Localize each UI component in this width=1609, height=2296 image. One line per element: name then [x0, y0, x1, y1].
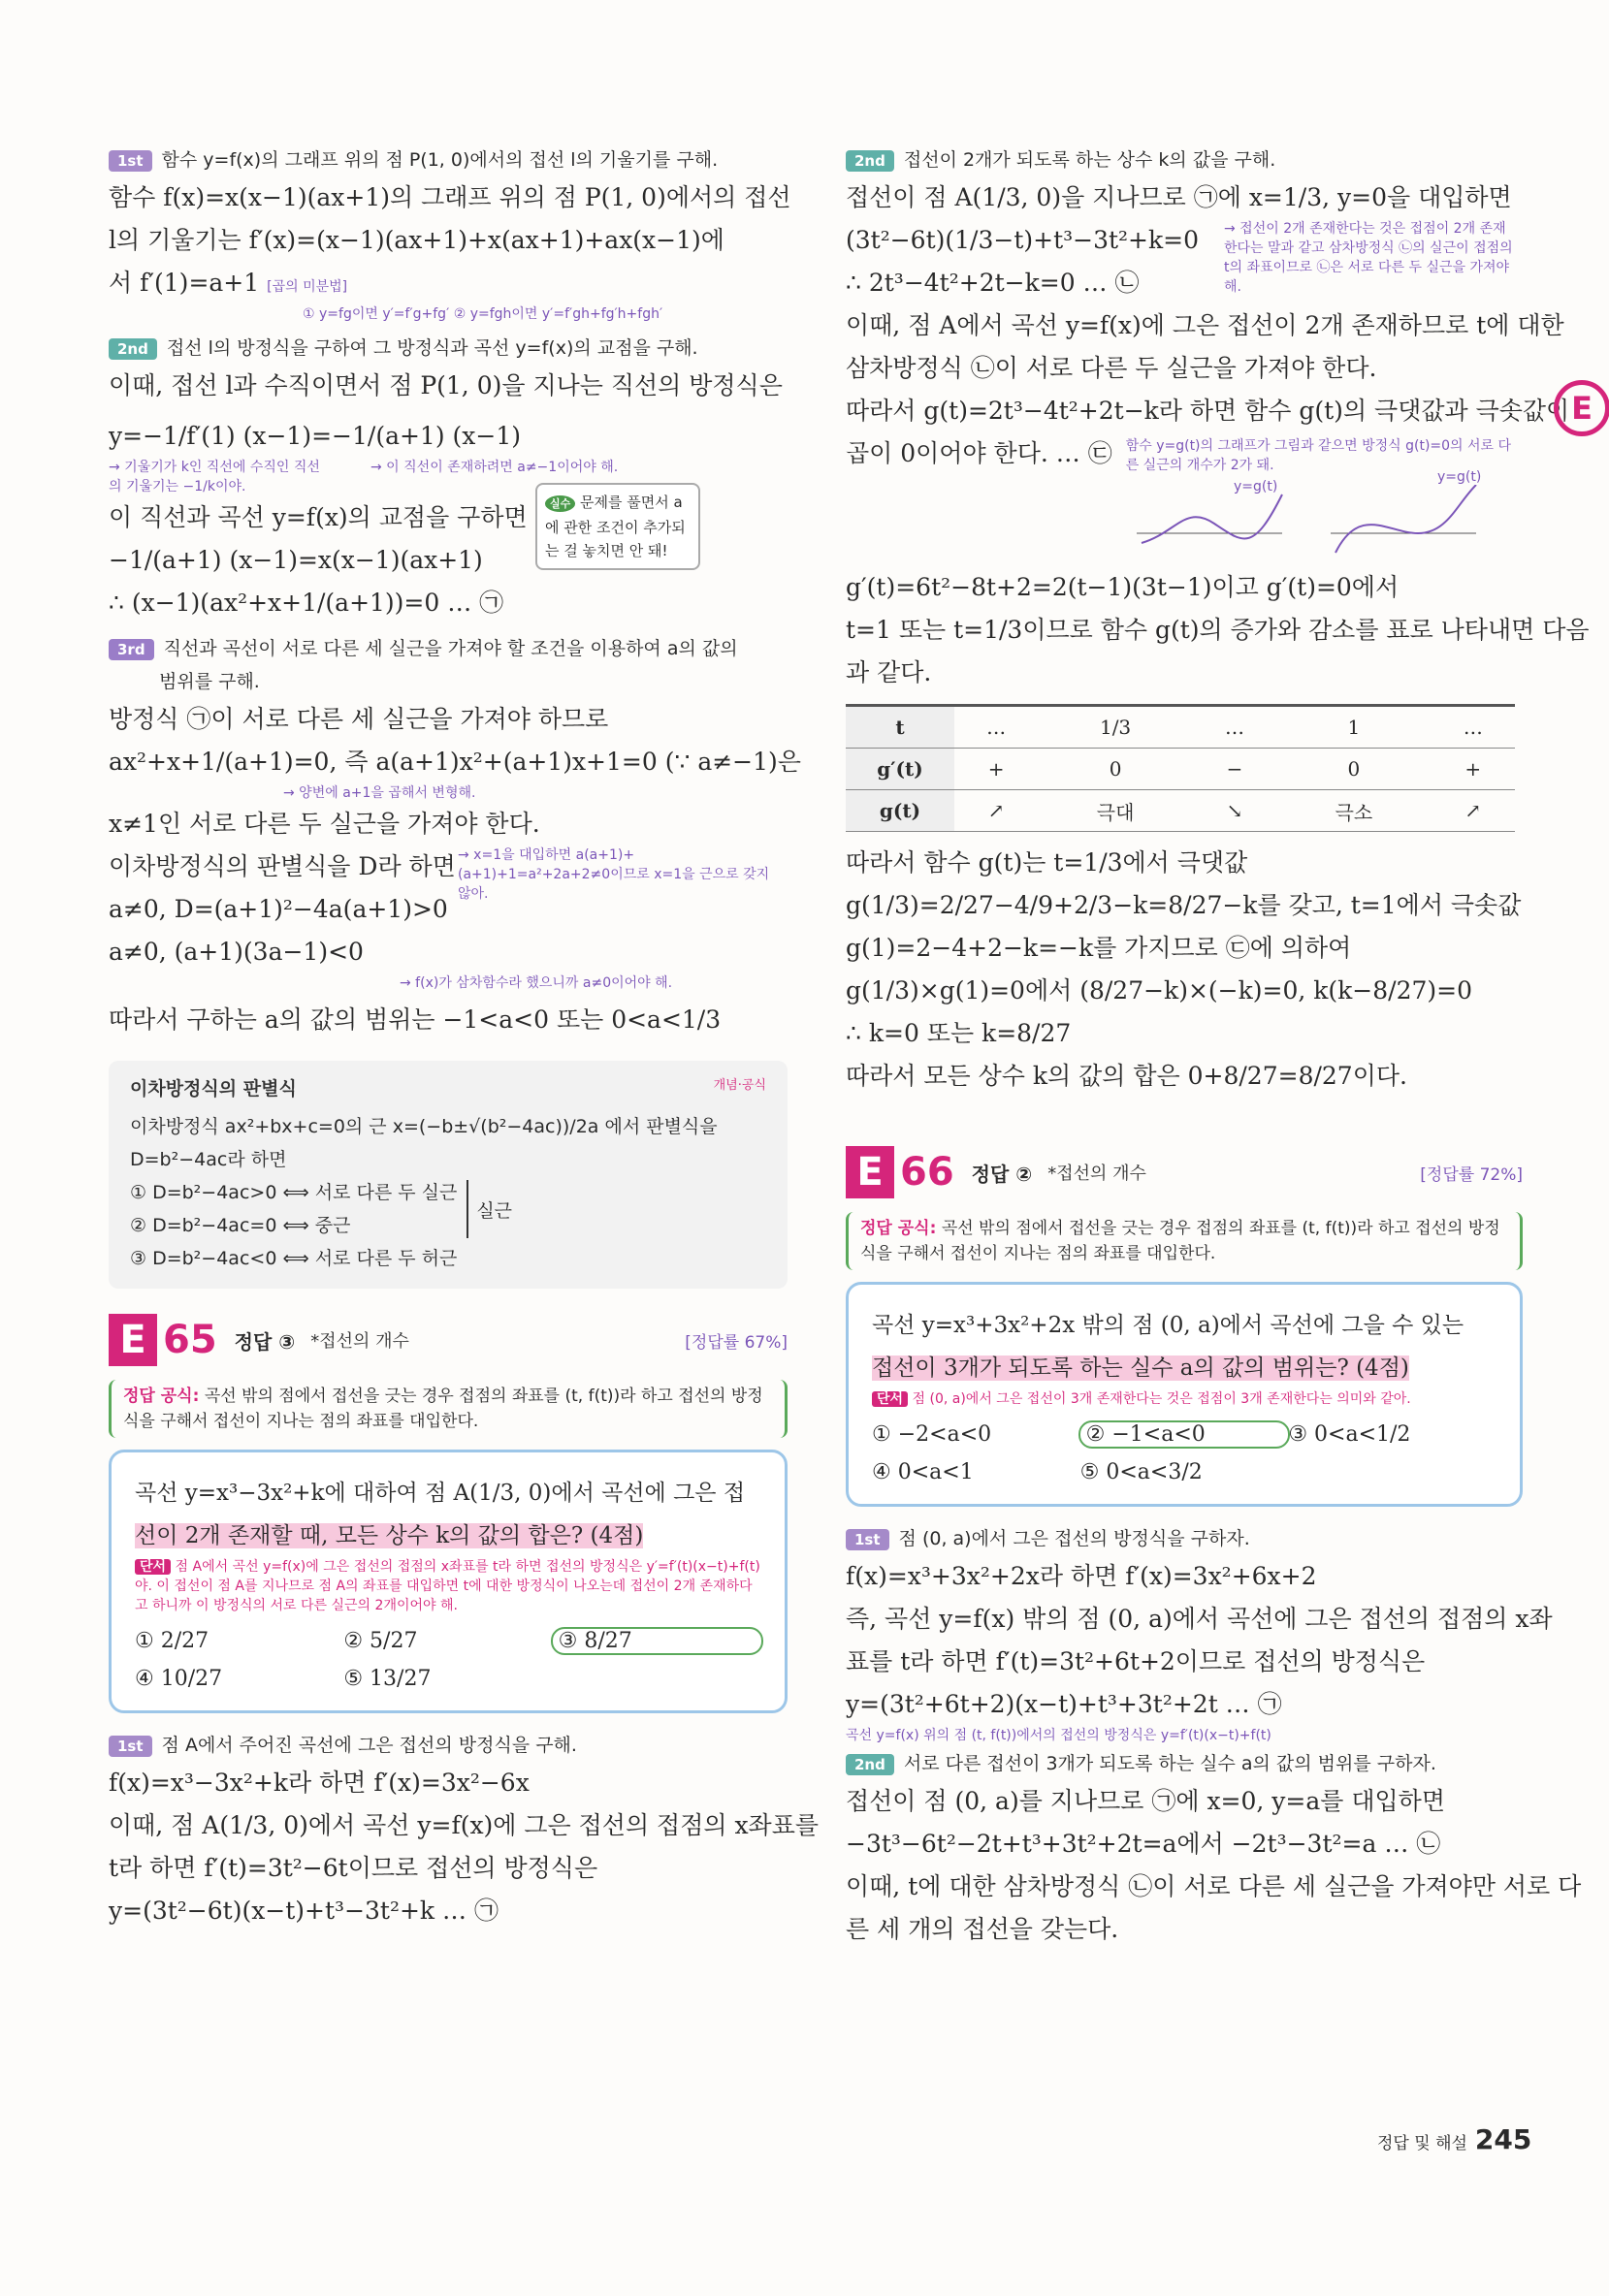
increase-decrease-table — [846, 704, 1515, 832]
formula-box-header — [130, 1074, 766, 1100]
real-root-brace: 실근 — [467, 1180, 512, 1238]
step-tag: 2nd — [846, 150, 894, 172]
table-cell: 극소 — [1276, 790, 1431, 832]
step-header — [109, 632, 788, 665]
solution-line: 이때, 점 A(1/3, 0)에서 곡선 y=f(x)에 그은 접선의 접점의 x좌표를 — [109, 1811, 819, 1839]
problem-header-66 — [846, 1146, 1523, 1198]
table-cell: + — [954, 749, 1038, 790]
solution-line: a≠0, (a+1)(3a−1)<0 — [109, 938, 364, 966]
choice-1[interactable]: ① 2/27 — [135, 1629, 209, 1653]
clue-note — [872, 1389, 1496, 1409]
step-title: 접선 l의 방정식을 구하여 그 방정식과 곡선 y=f(x)의 교점을 구해. — [166, 337, 698, 359]
step-tag: 2nd — [109, 338, 157, 360]
solution-line: 즉, 곡선 y=f(x) 밖의 점 (0, a)에서 곡선에 그은 접선의 접점의 x좌 — [846, 1605, 1553, 1633]
solution-line: (3t²−6t)(1/3−t)+t³−3t²+k=0 — [846, 226, 1200, 254]
tip-area — [109, 496, 788, 624]
choice-1[interactable]: ① −2<a<0 — [872, 1422, 992, 1447]
table-row — [846, 706, 1515, 749]
cubic-graph-icon — [1331, 485, 1486, 562]
cubic-graph-icon — [1137, 485, 1292, 562]
note-row — [846, 432, 1523, 475]
table-cell: ↗ — [954, 790, 1038, 832]
margin-note: → 이 직선이 존재하려면 a≠−1이어야 해. — [370, 460, 619, 475]
margin-note: → f(x)가 삼차함수라 했으니까 a≠0이어야 해. — [400, 975, 673, 991]
answer-formula-hint — [846, 1212, 1523, 1270]
solution-line: l의 기울기는 f′(x)=(x−1)(ax+1)+x(ax+1)+ax(x−1)에 — [109, 226, 724, 254]
table-cell: 1 — [1276, 706, 1431, 749]
step-header — [846, 1747, 1523, 1780]
step-tag: 1st — [109, 150, 152, 172]
table-cell: 극대 — [1038, 790, 1192, 832]
solution-line: 방정식 ㉠이 서로 다른 세 실근을 가져야 하므로 — [109, 705, 609, 733]
table-cell: g(t) — [846, 790, 954, 832]
accuracy-rate: [정답률 67%] — [685, 1332, 788, 1353]
solution-line: f(x)=x³+3x²+2x라 하면 f′(x)=3x²+6x+2 — [846, 1562, 1317, 1590]
clue-text: 점 (0, a)에서 그은 접선이 3개 존재한다는 것은 접점이 3개 존재한다는 의미와 같아. — [912, 1391, 1411, 1407]
solution-line: 른 세 개의 접선을 갖는다. — [846, 1915, 1119, 1943]
table-cell: + — [1432, 749, 1515, 790]
footer-label: 정답 및 해설 — [1377, 2134, 1467, 2153]
formula-box-title: 이차방정식의 판별식 — [130, 1078, 297, 1100]
choice-5[interactable]: ⑤ 13/27 — [343, 1667, 432, 1691]
choice-4[interactable]: ④ 10/27 — [135, 1667, 223, 1691]
step-header — [846, 144, 1523, 176]
answer-formula-hint — [109, 1380, 788, 1438]
step-tag: 1st — [109, 1736, 152, 1757]
solution-line: 따라서 모든 상수 k의 값의 합은 0+8/27=8/27이다. — [846, 1062, 1407, 1090]
table-cell: ↘ — [1193, 790, 1276, 832]
margin-note: ① y=fg이면 y′=f′g+fg′ ② y=fgh이면 y′=f′gh+fg′h+fgh′ — [303, 306, 663, 322]
formula-line: D=b²−4ac라 하면 — [130, 1149, 287, 1170]
step-header — [109, 144, 788, 176]
graph-sketch-1 — [1137, 479, 1292, 566]
answer-label: 정답 ② — [971, 1162, 1033, 1186]
margin-note: → x=1을 대입하면 a(a+1)+(a+1)+1=a²+2a+2≠0이므로 x=1을 근으로 갖지 않아. — [458, 847, 770, 902]
formula-box — [109, 1061, 788, 1289]
table-cell: 0 — [1038, 749, 1192, 790]
problem-letter: E — [846, 1146, 894, 1198]
solution-line: 과 같다. — [846, 658, 932, 686]
question-text — [872, 1347, 1496, 1389]
right-column — [846, 136, 1590, 1951]
solution-text: 서 f′(1)=a+1 — [109, 269, 260, 297]
step-title: 점 A에서 주어진 곡선에 그은 접선의 방정식을 구해. — [161, 1735, 577, 1756]
clue-tag: 단서 — [135, 1559, 171, 1575]
solution-line: ∴ k=0 또는 k=8/27 — [846, 1019, 1072, 1047]
question-highlight: 접선이 3개가 되도록 하는 실수 a의 값의 범위는? (4점) — [872, 1355, 1409, 1381]
formula-line: ② D=b²−4ac=0 ⟺ 중근 — [130, 1215, 351, 1236]
solution-line: 접선이 점 A(1/3, 0)을 지나므로 ㉠에 x=1/3, y=0을 대입하면 — [846, 183, 1512, 211]
table-cell: … — [1432, 706, 1515, 749]
solution-line: ∴ (x−1)(ax²+x+1/(a+1))=0 … ㉠ — [109, 589, 504, 617]
solution-line: 함수 f(x)=x(x−1)(ax+1)의 그래프 위의 점 P(1, 0)에서의 접선 — [109, 183, 791, 211]
problem-box — [846, 1282, 1523, 1507]
solution-line: ∴ 2t³−4t²+2t−k=0 … ㉡ — [846, 269, 1140, 297]
margin-note: 곡선 y=f(x) 위의 점 (t, f(t))에서의 접선의 방정식은 y=f′(t)(x−t)+f(t) — [846, 1728, 1271, 1743]
solution-line: −3t³−6t²−2t+t³+3t²+2t=a에서 −2t³−3t²=a … ㉡ — [846, 1830, 1441, 1858]
table-cell: ↗ — [1432, 790, 1515, 832]
graph-label: y=g(t) — [1234, 479, 1278, 494]
solution-line: 이때, 접선 l과 수직이면서 점 P(1, 0)을 지나는 직선의 방정식은 — [109, 371, 783, 399]
step-title-cont: 범위를 구해. — [159, 671, 260, 692]
accuracy-rate: [정답률 72%] — [1420, 1164, 1523, 1185]
solution-line — [109, 262, 788, 304]
step-tag: 2nd — [846, 1754, 894, 1775]
question-text: 곡선 y=x³−3x²+k에 대하여 점 A(1/3, 0)에서 곡선에 그은 접 — [135, 1481, 746, 1506]
step-title: 접선이 2개가 되도록 하는 상수 k의 값을 구해. — [903, 149, 1276, 171]
discriminant-area — [109, 845, 788, 931]
table-cell: 0 — [1276, 749, 1431, 790]
answer-choices — [872, 1422, 1496, 1484]
table-cell: … — [1193, 706, 1276, 749]
solution-line: 표를 t라 하면 f′(t)=3t²+6t+2이므로 접선의 방정식은 — [846, 1647, 1426, 1675]
step-header — [846, 1522, 1523, 1555]
choice-4[interactable]: ④ 0<a<1 — [872, 1460, 974, 1484]
solution-line: t라 하면 f′(t)=3t²−6t이므로 접선의 방정식은 — [109, 1854, 598, 1882]
solution-line: −1/(a+1) (x−1)=x(x−1)(ax+1) — [109, 546, 483, 574]
solution-line: 이때, 점 A에서 곡선 y=f(x)에 그은 접선이 2개 존재하므로 t에 대한 — [846, 311, 1564, 339]
formula-cases — [130, 1176, 766, 1275]
problem-topic: *접선의 개수 — [310, 1331, 409, 1352]
clue-text: 점 A에서 곡선 y=f(x)에 그은 접선의 접점의 x좌표를 t라 하면 접선의 방정식은 y′=f′(t)(x−t)+f(t)야. 이 접선이 점 A를 지나므로 점 A의 좌표를 대입하면 t에 대한 방정식이 나오는데 접선이 2개 존재하다고 하니까 이 방정식의 서로 다른 실근의 2개이어야 해. — [135, 1559, 760, 1613]
solution-line: g′(t)=6t²−8t+2=2(t−1)(3t−1)이고 g′(t)=0에서 — [846, 573, 1400, 601]
left-column — [109, 136, 819, 1932]
margin-note: [곱의 미분법] — [267, 279, 348, 295]
clue-note — [135, 1557, 761, 1615]
table-row — [846, 749, 1515, 790]
formula-case-list — [130, 1176, 457, 1275]
question-highlight: 선이 2개 존재할 때, 모든 상수 k의 값의 합은? (4점) — [135, 1523, 644, 1548]
tip-box — [535, 483, 700, 570]
choice-3[interactable]: ③ 0<a<1/2 — [1288, 1422, 1411, 1447]
hint-label: 정답 공식: — [860, 1219, 937, 1238]
table-cell: … — [954, 706, 1038, 749]
graph-sketches — [1137, 469, 1523, 566]
solution-line: y=(3t²−6t)(x−t)+t³−3t²+k … ㉠ — [109, 1897, 499, 1925]
margin-note: → 양변에 a+1을 곱해서 변형해. — [283, 785, 476, 801]
table-cell: 1/3 — [1038, 706, 1192, 749]
problem-header-65 — [109, 1314, 788, 1366]
formula-line: ① D=b²−4ac>0 ⟺ 서로 다른 두 실근 — [130, 1182, 458, 1203]
table-cell: − — [1193, 749, 1276, 790]
graph-label: y=g(t) — [1437, 469, 1482, 485]
margin-note: → 접선이 2개 존재한다는 것은 접점이 2개 존재한다는 말과 같고 삼차방정식 ㉡의 실근이 접점의 t의 좌표이므로 ㉡은 서로 다른 두 실근을 가져야 해. — [1224, 221, 1513, 295]
margin-note: → 기울기가 k인 직선에 수직인 직선의 기울기는 −1/k이야. — [109, 460, 320, 494]
formula-line: ③ D=b²−4ac<0 ⟺ 서로 다른 두 허근 — [130, 1248, 458, 1269]
table-cell: t — [846, 706, 954, 749]
table-row — [846, 790, 1515, 832]
equation-area — [846, 219, 1523, 304]
question-text: 곡선 y=x³+3x²+2x 밖의 점 (0, a)에서 곡선에 그을 수 있는 — [872, 1313, 1464, 1338]
solution-line: 이차방정식의 판별식을 D라 하면 — [109, 852, 456, 880]
formula-box-kind: 개념·공식 — [713, 1078, 766, 1093]
solution-line: 따라서 g(t)=2t³−4t²+2t−k라 하면 함수 g(t)의 극댓값과 극솟값이 — [846, 397, 1570, 425]
solution-line: f(x)=x³−3x²+k라 하면 f′(x)=3x²−6x — [109, 1769, 530, 1797]
choice-3[interactable]: ③ 8/27 — [553, 1629, 761, 1653]
step-tag: 1st — [846, 1529, 889, 1550]
solution-line: ax²+x+1/(a+1)=0, 즉 a(a+1)x²+(a+1)x+1=0 (∵ a≠−1)은 — [109, 748, 801, 776]
solution-line: 따라서 구하는 a의 값의 범위는 −1<a<0 또는 0<a<1/3 — [109, 1005, 722, 1034]
solution-line: g(1/3)=2/27−4/9+2/3−k=8/27−k를 갖고, t=1에서 극솟값 — [846, 891, 1522, 919]
graph-sketch-2 — [1331, 469, 1486, 566]
chapter-tab[interactable]: E — [1554, 380, 1609, 436]
solution-line: 삼차방정식 ㉡이 서로 다른 두 실근을 가져야 한다. — [846, 354, 1377, 382]
solution-line: 곱이 0이어야 한다. … ㉢ — [846, 439, 1112, 467]
solution-line: y=(3t²+6t+2)(x−t)+t³+3t²+2t … ㉠ — [846, 1690, 1282, 1718]
problem-number: 65 — [163, 1318, 217, 1362]
answer-label: 정답 ③ — [234, 1329, 296, 1354]
problem-number: 66 — [900, 1150, 954, 1195]
page-footer — [1377, 2123, 1531, 2155]
solution-line: t=1 또는 t=1/3이므로 함수 g(t)의 증가와 감소를 표로 나타내면 다음 — [846, 616, 1590, 644]
problem-topic: *접선의 개수 — [1047, 1164, 1146, 1184]
solution-line: g(1)=2−4+2−k=−k를 가지므로 ㉢에 의하여 — [846, 934, 1352, 962]
table-cell: g′(t) — [846, 749, 954, 790]
problem-box — [109, 1450, 788, 1713]
solution-line: 접선이 점 (0, a)를 지나므로 ㉠에 x=0, y=a를 대입하면 — [846, 1787, 1445, 1815]
tip-text: 문제를 풀면서 a에 관한 조건이 추가되는 걸 놓치면 안 돼! — [545, 494, 686, 559]
margin-note: 함수 y=g(t)의 그래프가 그림과 같으면 방정식 g(t)=0의 서로 다른 실근의 개수가 2가 돼. — [1125, 438, 1512, 473]
step-title: 직선과 곡선이 서로 다른 세 실근을 가져야 할 조건을 이용하여 a의 값의 — [163, 638, 738, 659]
step-header — [109, 1729, 788, 1762]
solution-line: g(1/3)×g(1)=0에서 (8/27−k)×(−k)=0, k(k−8/27)=0 — [846, 976, 1472, 1004]
step-tag: 3rd — [109, 639, 154, 660]
choice-5[interactable]: ⑤ 0<a<3/2 — [1079, 1460, 1203, 1484]
hint-text: 곡선 밖의 점에서 접선을 긋는 경우 접점의 좌표를 (t, f(t))라 하고 접선의 방정식을 구해서 접선이 지나는 점의 좌표를 대입한다. — [860, 1219, 1500, 1263]
solution-line: y=−1/f′(1) (x−1)=−1/(a+1) (x−1) — [109, 422, 521, 450]
clue-tag: 단서 — [872, 1391, 908, 1407]
step-header — [109, 332, 788, 365]
answer-choices — [135, 1629, 761, 1691]
solution-line: 따라서 함수 g(t)는 t=1/3에서 극댓값 — [846, 848, 1248, 877]
question-text — [135, 1515, 761, 1557]
hint-label: 정답 공식: — [123, 1387, 200, 1406]
page-number: 245 — [1474, 2123, 1532, 2155]
problem-letter: E — [109, 1314, 157, 1366]
formula-line: 이차방정식 ax²+bx+c=0의 근 x=(−b±√(b²−4ac))/2a 에서 판별식을 — [130, 1116, 718, 1137]
solution-line: a≠0, D=(a+1)²−4a(a+1)>0 — [109, 895, 448, 923]
solution-line: 이 직선과 곡선 y=f(x)의 교점을 구하면 — [109, 503, 528, 531]
solution-line: 이때, t에 대한 삼차방정식 ㉡이 서로 다른 세 실근을 가져야만 서로 다 — [846, 1872, 1582, 1900]
solution-line: x≠1인 서로 다른 두 실근을 가져야 한다. — [109, 810, 540, 838]
choice-2[interactable]: ② 5/27 — [343, 1629, 418, 1653]
tip-tag: 실수 — [545, 495, 575, 512]
step-title: 서로 다른 접선이 3개가 되도록 하는 실수 a의 값의 범위를 구하자. — [903, 1753, 1436, 1774]
step-title: 점 (0, a)에서 그은 접선의 방정식을 구하자. — [898, 1528, 1250, 1549]
hint-text: 곡선 밖의 점에서 접선을 긋는 경우 접점의 좌표를 (t, f(t))라 하고 접선의 방정식을 구해서 접선이 지나는 점의 좌표를 대입한다. — [123, 1387, 763, 1431]
step-title: 함수 y=f(x)의 그래프 위의 점 P(1, 0)에서의 접선 l의 기울기를 구해. — [161, 149, 719, 171]
choice-2[interactable]: ② −1<a<0 — [1080, 1422, 1289, 1447]
